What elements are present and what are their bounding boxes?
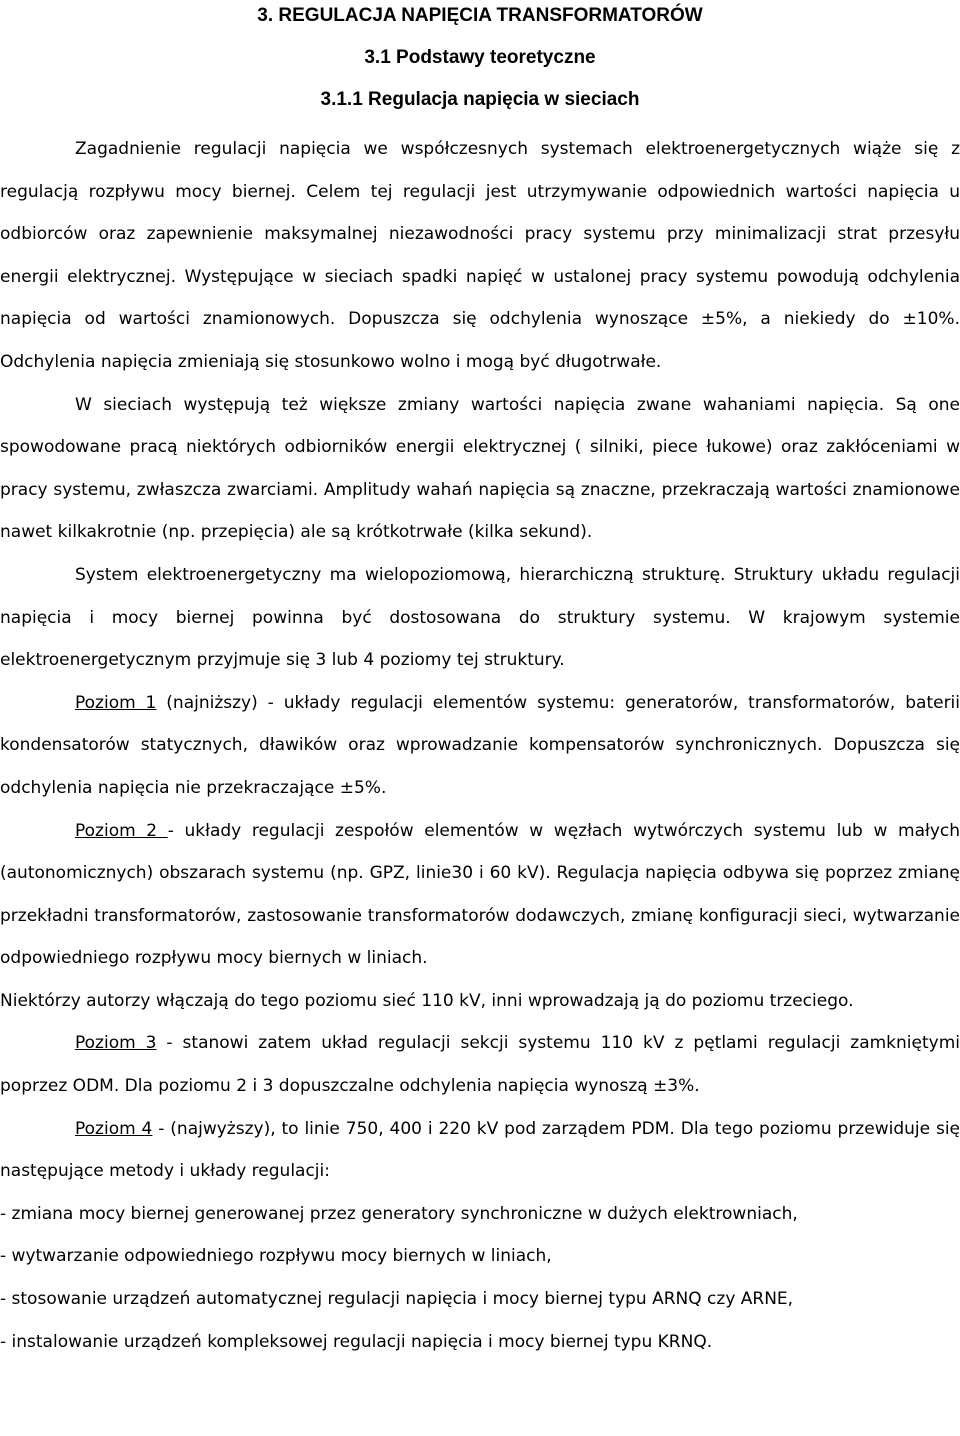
level-4-text: - (najwyższy), to linie 750, 400 i 220 kV pod zarządem PDM. Dla tego poziomu przewiduje się następujące metody i układy regulacji: (0, 1118, 960, 1182)
level-4-label: Poziom 4 (75, 1118, 153, 1139)
paragraph-level-2 (0, 810, 960, 980)
chapter-heading: 3. REGULACJA NAPIĘCIA TRANSFORMATORÓW (257, 5, 703, 26)
level-2-label: Poziom 2 (75, 820, 168, 841)
subsection-heading: 3.1.1 Regulacja napięcia w sieciach (320, 89, 640, 110)
section-heading: 3.1 Podstawy teoretyczne (364, 47, 596, 68)
level-1-text: (najniższy) - układy regulacji elementów systemu: generatorów, transformatorów, baterii kondensatorów statycznych, dławików oraz wprowadzanie kompensatorów synchronicznych. Dopuszcza się odchylenia napięcia nie przekraczające ±5%. (0, 692, 960, 798)
paragraph-level-4 (0, 1108, 960, 1193)
paragraph-voltage-regulation: Zagadnienie regulacji napięcia we współczesnych systemach elektroenergetycznych wiąże się z regulacją rozpływu mocy biernej. Celem tej regulacji jest utrzymywanie odpowiednich wartości napięcia u odbiorców oraz zapewnienie maksymalnej niezawodności pracy systemu przy minimalizacji strat przesyłu energii elektrycznej. Występujące w sieciach spadki napięć w ustalonej pracy systemu powodują odchylenia napięcia od wartości znamionowych. Dopuszcza się odchylenia wynoszące ±5%, a niekiedy do ±10%. Odchylenia napięcia zmieniają się stosunkowo wolno i mogą być długotrwałe. (0, 139, 960, 372)
list-item: - zmiana mocy biernej generowanej przez generatory synchroniczne w dużych elektrowniach, (0, 1203, 798, 1224)
list-item: - stosowanie urządzeń automatycznej regulacji napięcia i mocy biernej typu ARNQ czy ARNE, (0, 1289, 794, 1310)
paragraph-system-structure: System elektroenergetyczny ma wielopoziomową, hierarchiczną strukturę. Struktury układu regulacji napięcia i mocy biernej powinna być dostosowana do struktury systemu. W krajowym systemie elektroenergetycznym przyjmuje się 3 lub 4 poziomy tej struktury. (0, 564, 960, 671)
paragraph-level-2-note: Niektórzy autorzy włączają do tego poziomu sieć 110 kV, inni wprowadzają ją do poziomu trzeciego. (0, 990, 854, 1011)
document-body (0, 128, 960, 1363)
level-3-text: - stanowi zatem układ regulacji sekcji systemu 110 kV z pętlami regulacji zamkniętymi poprzez ODM. Dla poziomu 2 i 3 dopuszczalne odchylenia napięcia wynoszą ±3%. (0, 1033, 960, 1097)
paragraph-level-3 (0, 1022, 960, 1107)
paragraph-level-1 (0, 682, 960, 810)
paragraph-voltage-fluctuations: W sieciach występują też większe zmiany wartości napięcia zwane wahaniami napięcia. Są one spowodowane pracą niektórych odbiorników energii elektrycznej ( silniki, piece łukowe) oraz zakłóceniami w pracy systemu, zwłaszcza zwarciami. Amplitudy wahań napięcia są znaczne, przekraczają wartości znamionowe nawet kilkakrotnie (np. przepięcia) ale są krótkotrwałe (kilka sekund). (0, 394, 960, 543)
level-3-label: Poziom 3 (75, 1033, 157, 1054)
level-1-label: Poziom 1 (75, 692, 157, 713)
list-item: - instalowanie urządzeń kompleksowej regulacji napięcia i mocy biernej typu KRNQ. (0, 1331, 713, 1352)
level-2-text: - układy regulacji zespołów elementów w węzłach wytwórczych systemu lub w małych (autonomicznych) obszarach systemu (np. GPZ, linie30 i 60 kV). Regulacja napięcia odbywa się poprzez zmianę przekładni transformatorów, zastosowanie transformatorów dodawczych, zmianę konfiguracji sieci, wytwarzanie odpowiedniego rozpływu mocy biernych w liniach. (0, 820, 960, 969)
methods-list (0, 1193, 960, 1363)
list-item: - wytwarzanie odpowiedniego rozpływu mocy biernych w liniach, (0, 1246, 552, 1267)
